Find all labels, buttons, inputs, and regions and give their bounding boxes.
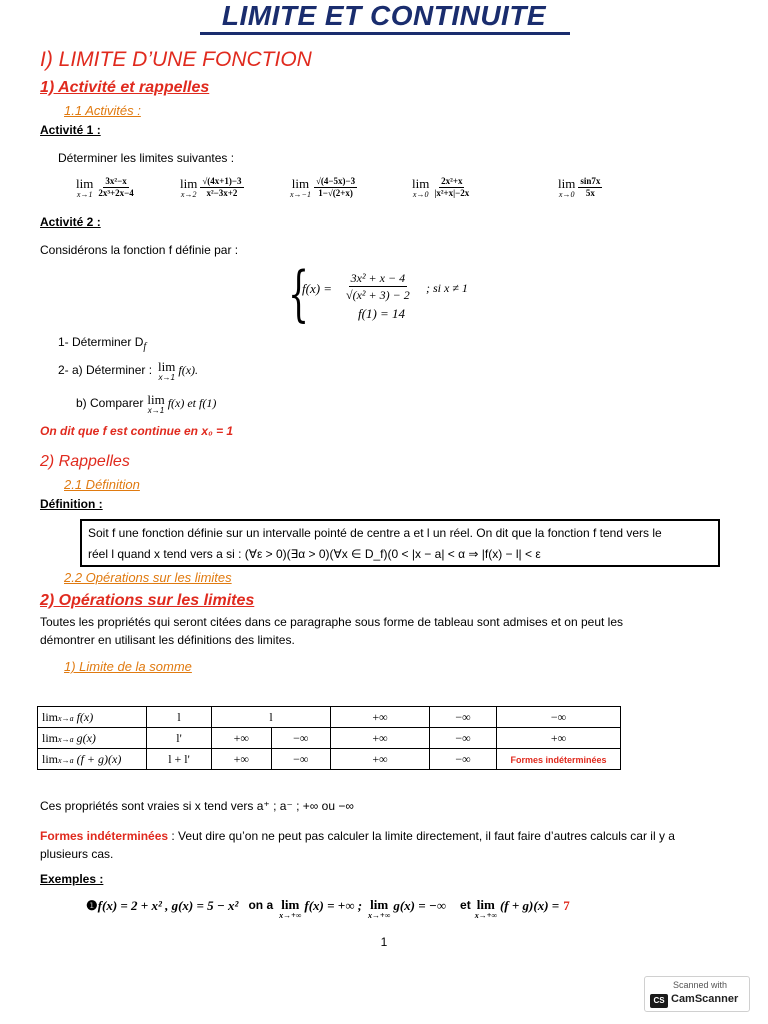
table-cell: −∞ — [430, 707, 497, 728]
table-cell: −∞ — [430, 749, 497, 770]
example-result: 7 — [563, 898, 570, 913]
definition-box — [80, 519, 720, 567]
table-cell: +∞ — [331, 728, 430, 749]
activite1-text: Déterminer les limites suivantes : — [58, 151, 235, 165]
question-1: 1- Déterminer $D_f$ — [58, 335, 147, 353]
table-row — [38, 749, 621, 770]
table-cell: limx→a f(x) — [38, 707, 147, 728]
system-brace: { — [288, 259, 310, 329]
system-fx: f(x) = — [302, 281, 333, 296]
limit-1: lim x→1 $\frac{\text{3x²−x}}{\text{2x³+2x−4}}$ — [76, 175, 134, 199]
limit-3: lim x→−1 $\frac{√(4-5x)-3}{1-√(2+x)}$ — [290, 175, 356, 199]
table-cell: +∞ — [497, 728, 621, 749]
subsection-activites: 1.1 Activités : — [64, 103, 141, 118]
subsection-activite: 1) Activité et rappelles — [40, 79, 210, 96]
definition-line-1: Soit f une fonction définie sur un intervalle pointé de centre a et l un réel. On dit que la fonction f tend vers le — [88, 526, 662, 540]
table-cell: +∞ — [331, 749, 430, 770]
formes-label: Formes indéterminées — [40, 829, 169, 843]
limit-4: lim x→0 $\frac{\text{2x²+x}}{\text{|x²+x|−2x}}$ — [412, 175, 470, 199]
operations-para-1: Toutes les propriétés qui seront citées dans ce paragraphe sous forme de tableau sont admises et on peut les — [40, 615, 624, 629]
section-heading-operations: 2) Opérations sur les limites — [40, 592, 255, 609]
title-underline — [200, 32, 570, 35]
table-cell — [497, 749, 621, 770]
camscanner-watermark — [644, 976, 750, 1012]
continuity-note: On dit que f est continue en x₀ = 1 — [40, 424, 234, 438]
table-row — [38, 707, 621, 728]
question-2b: b) Comparer lim x→1 f(x) et f(1) — [76, 392, 217, 415]
table-cell: −∞ — [430, 728, 497, 749]
camscanner-logo-icon: CS — [650, 994, 668, 1008]
table-cell: l + l' — [147, 749, 212, 770]
table-cell: −∞ — [497, 707, 621, 728]
exemples-label: Exemples : — [40, 872, 104, 886]
table-cell: −∞ — [271, 728, 331, 749]
indeterminate-label: Formes indéterminées — [510, 754, 607, 765]
subsection-limite-somme: 1) Limite de la somme — [64, 659, 192, 674]
table-cell: l' — [147, 728, 212, 749]
table-cell: +∞ — [212, 749, 272, 770]
limit-5: lim x→0 $\frac{\sin 7x}{5x}$ — [558, 175, 601, 199]
table-cell: l — [212, 707, 331, 728]
table-row — [38, 728, 621, 749]
example-bullet: ❶ — [86, 898, 98, 913]
properties-note: Ces propriétés sont vraies si x tend vers a⁺ ; a⁻ ; +∞ ou −∞ — [40, 799, 354, 813]
table-cell: l — [147, 707, 212, 728]
activite2-label: Activité 2 : — [40, 215, 101, 229]
system-condition: ; si x ≠ 1 — [426, 281, 468, 295]
page-title: LIMITE ET CONTINUITE — [221, 0, 547, 31]
table-cell: +∞ — [331, 707, 430, 728]
watermark-line-2: CamScanner — [671, 993, 739, 1005]
limits-row — [76, 176, 636, 206]
table-cell: +∞ — [212, 728, 272, 749]
section-heading-limite: I) LIMITE D’UNE FONCTION — [40, 48, 312, 71]
activite1-label: Activité 1 : — [40, 123, 101, 137]
question-2a: 2- a) Déterminer : lim x→1 f(x). — [58, 359, 199, 382]
watermark-line-1: Scanned with — [673, 980, 728, 990]
definition-label: Définition : — [40, 497, 103, 511]
section-heading-rappelles: 2) Rappelles — [40, 453, 130, 470]
function-system — [288, 259, 508, 329]
table-cell: limx→a (f + g)(x) — [38, 749, 147, 770]
limit-2: lim x→2 $\frac{√(4x+1)-3}{\text{x²−3x+2}}$ — [180, 175, 242, 199]
example-1: ❶ f(x) = 2 + x² , g(x) = 5 − x² on a lim x→+∞ f(x) = +∞ ; lim x→+∞ g(x) = −∞ et lim x→+∞ (f + g)(x) = 7 — [86, 897, 570, 920]
definition-line-2: réel l quand x tend vers a si : (∀ε > 0)(∃α > 0)(∀x ∈ D_f)(0 < |x − a| < α ⇒ |f(x) − l| < ε — [88, 547, 541, 561]
activite2-intro: Considérons la fonction f définie par : — [40, 243, 239, 257]
formes-paragraph-2: plusieurs cas. — [40, 847, 114, 861]
system-fraction: $\frac{\text{3x² + x − 4}}{\text{√(x² + 3) − 2}}$ — [346, 271, 410, 302]
sum-limits-table — [37, 706, 621, 770]
subsection-operations-small: 2.2 Opérations sur les limites — [64, 570, 232, 585]
table-cell: limx→a g(x) — [38, 728, 147, 749]
page-number: 1 — [380, 935, 388, 949]
subsection-definition: 2.1 Définition — [64, 477, 140, 492]
formes-paragraph: Formes indéterminées : Veut dire qu’on ne peut pas calculer la limite directement, il faut faire d’autres calculs car il y a — [40, 829, 675, 843]
table-cell: −∞ — [271, 749, 331, 770]
system-f1: f(1) = 14 — [358, 306, 406, 321]
operations-para-2: démontrer en utilisant les définitions des limites. — [40, 633, 295, 647]
